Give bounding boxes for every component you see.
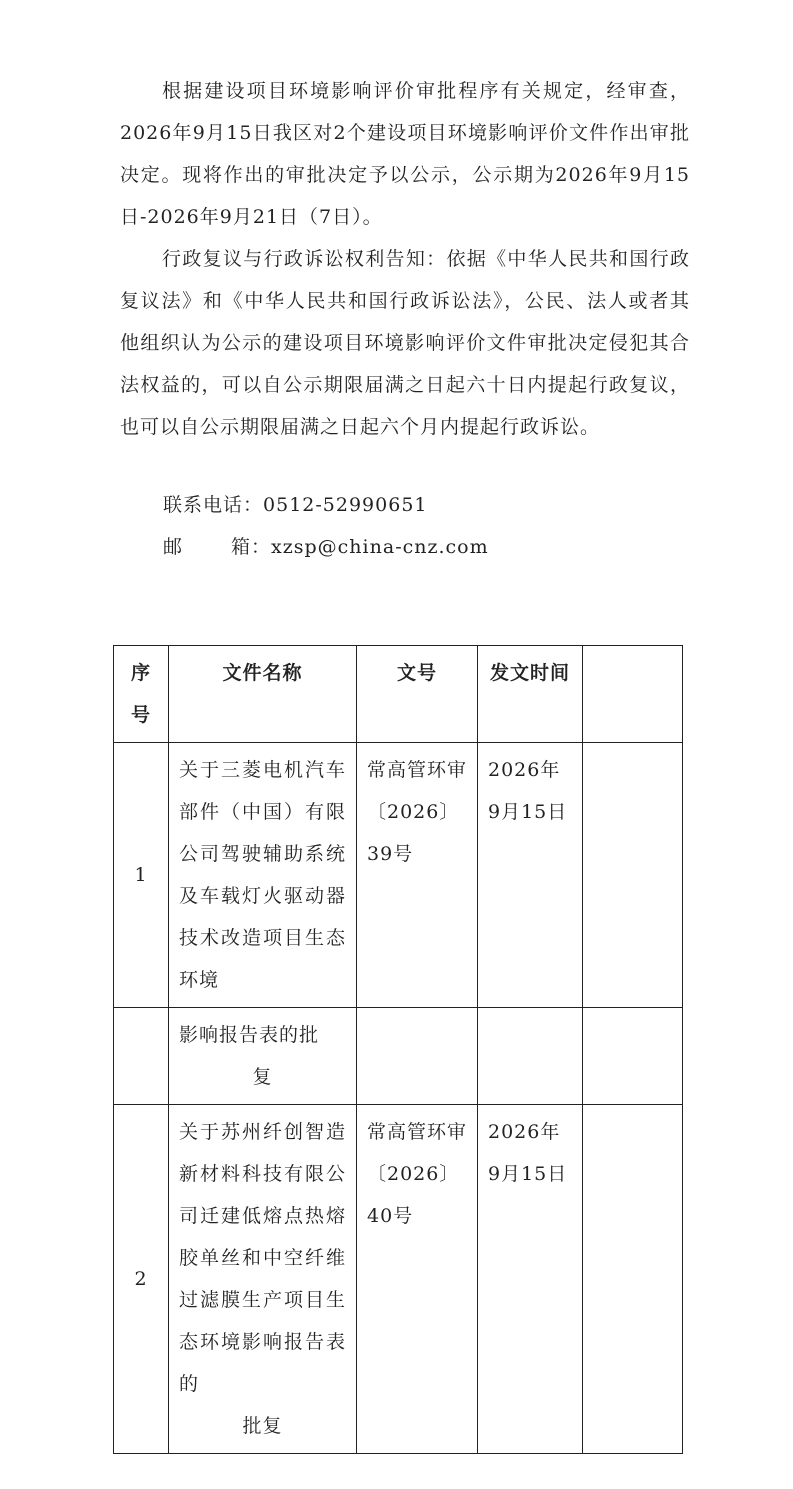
contact-phone: [163, 490, 428, 517]
row-file-name-continued: 影响报告表的批 复: [169, 1008, 357, 1105]
row-document-number-empty: [357, 1008, 478, 1105]
row-document-number: 常高管环审〔2026〕39号: [357, 743, 478, 1008]
approval-table: [113, 645, 683, 1454]
email-label-first: 邮: [163, 536, 184, 558]
table-header-row: [114, 646, 683, 743]
row-issue-date: 2026年9月15日: [478, 743, 583, 1008]
header-extra: [583, 646, 683, 743]
row-extra-empty: [583, 1008, 683, 1105]
contact-email: [163, 532, 489, 559]
header-serial-number: 序 号: [114, 646, 169, 743]
intro-paragraph-rights: 行政复议与行政诉讼权利告知：依据《中华人民共和国行政复议法》和《中华人民共和国行政诉讼法》，公民、法人或者其他组织认为公示的建设项目环境影响评价文件审批决定侵犯其合法权益的，可以自公示期限届满之日起六十日内提起行政复议，也可以自公示期限届满之日起六个月内提起行政诉讼。: [120, 248, 690, 438]
header-document-number: 文号: [357, 646, 478, 743]
row-number-empty: [114, 1008, 169, 1105]
email-label-second: 箱：: [231, 536, 272, 558]
phone-number: 0512-52990651: [263, 494, 428, 516]
header-file-name: 文件名称: [169, 646, 357, 743]
table-row: [114, 1105, 683, 1454]
header-issue-date: 发文时间: [478, 646, 583, 743]
row-number: 1: [114, 743, 169, 1008]
row-extra: [583, 743, 683, 1008]
row-number: 2: [114, 1105, 169, 1454]
row-extra: [583, 1105, 683, 1454]
row-issue-date-empty: [478, 1008, 583, 1105]
table-row: [114, 743, 683, 1008]
row-file-name: 关于苏州纤创智造新材料科技有限公司迁建低熔点热熔胶单丝和中空纤维过滤膜生产项目生态环境影响报告表的 批复: [169, 1105, 357, 1454]
row-issue-date: 2026年9月15日: [478, 1105, 583, 1454]
notice-body: [120, 70, 690, 448]
phone-label: 联系电话：: [163, 494, 264, 516]
table-row-continued: [114, 1008, 683, 1105]
row-document-number: 常高管环审〔2026〕40号: [357, 1105, 478, 1454]
row-file-name: 关于三菱电机汽车部件（中国）有限公司驾驶辅助系统及车载灯火驱动器技术改造项目生态环境: [169, 743, 357, 1008]
intro-paragraph-approval: 根据建设项目环境影响评价审批程序有关规定，经审查，2026年9月15日我区对2个建设项目环境影响评价文件作出审批决定。现将作出的审批决定予以公示，公示期为2026年9月15日-2026年9月21日（7日）。: [120, 80, 690, 228]
email-address: xzsp@china-cnz.com: [271, 536, 489, 558]
